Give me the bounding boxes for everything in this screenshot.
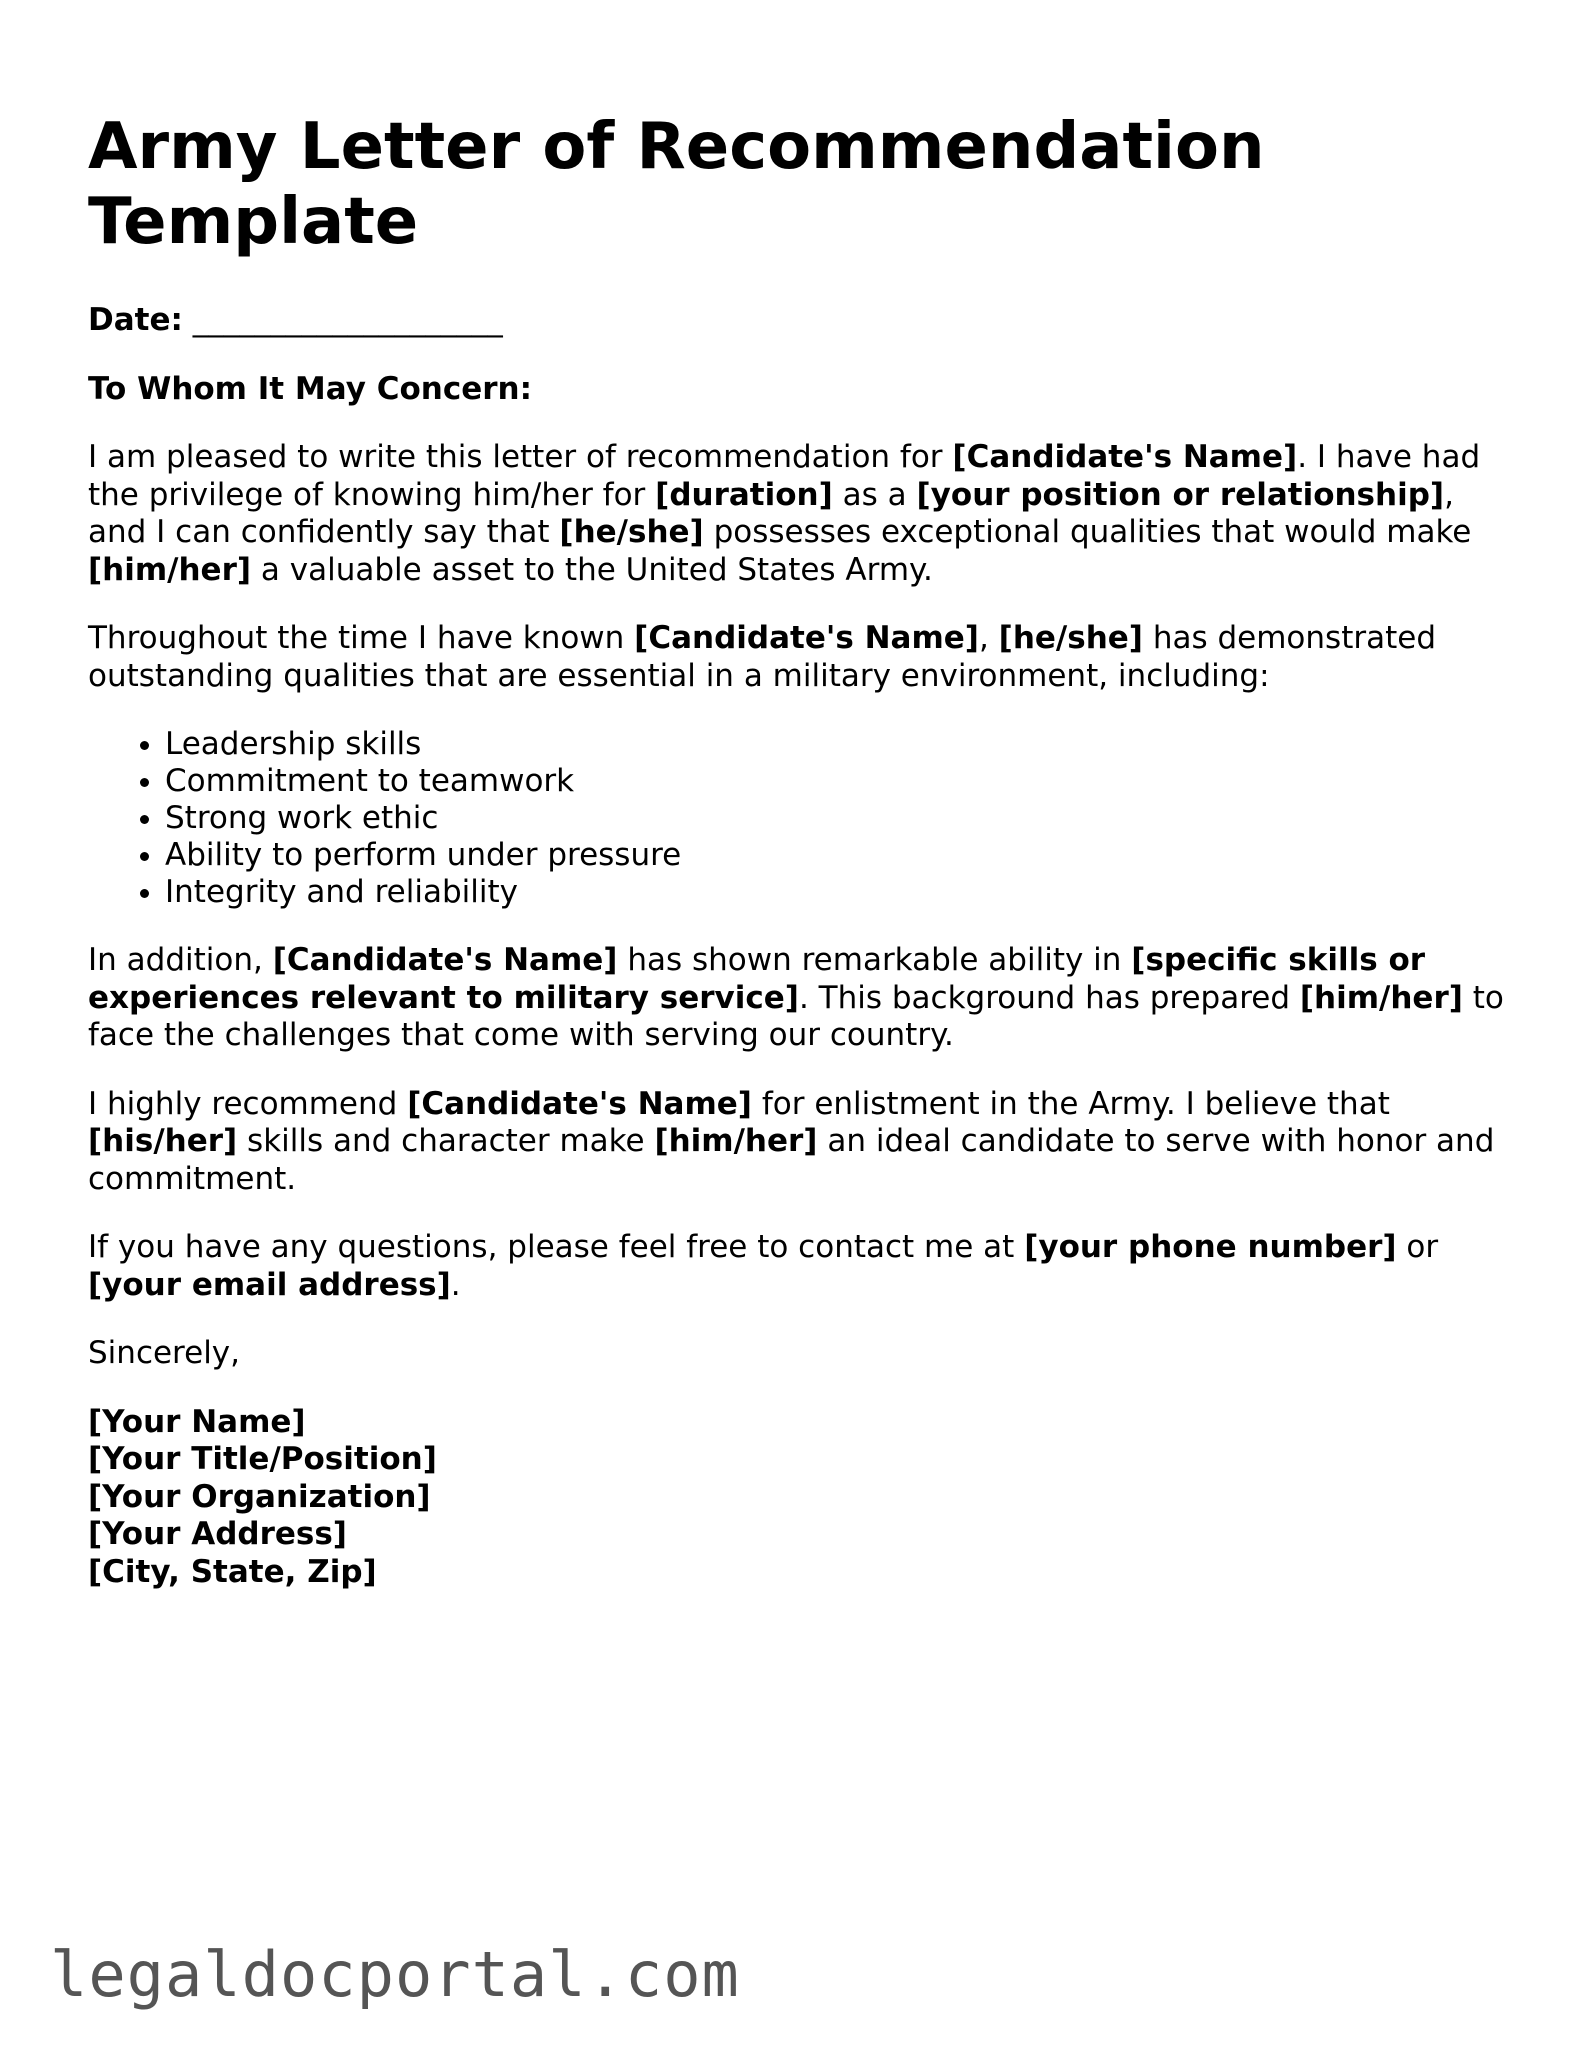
signature-block	[88, 1404, 1518, 1592]
list-item: • Ability to perform under pressure	[165, 837, 1518, 874]
salutation: To Whom It May Concern:	[88, 370, 533, 407]
signature-city: [City, State, Zip]	[88, 1553, 377, 1590]
list-item: • Commitment to teamwork	[165, 763, 1518, 800]
paragraph-intro: I am pleased to write this letter of recommendation for [Candidate's Name]. I have had the privilege of knowing him/her for [duration] as a [your position or relationship], and I can confidently say that [he/she] possesses exceptional qualities that would make [him/her] a valuable asset to the United States Army.	[88, 439, 1481, 588]
signature-address: [Your Address]	[88, 1516, 347, 1552]
list-item: • Integrity and reliability	[165, 874, 1518, 911]
list-item: • Strong work ethic	[165, 800, 1518, 837]
letter-page	[88, 110, 1518, 1591]
site-watermark: legaldocportal.com	[50, 1938, 740, 2011]
paragraph-qualities: Throughout the time I have known [Candidate's Name], [he/she] has demonstrated outstanding qualities that are essential in a military environment, including:	[88, 620, 1437, 694]
date-line	[88, 302, 1518, 340]
qualities-list	[88, 726, 1518, 911]
signature-title: [Your Title/Position]	[88, 1441, 437, 1477]
paragraph-skills: In addition, [Candidate's Name] has shown remarkable ability in [specific skills or experiences relevant to military service]. This background has prepared [him/her] to face the challenges that come with serving our country.	[88, 942, 1504, 1053]
signature-organization: [Your Organization]	[88, 1478, 431, 1515]
document-title: Army Letter of Recommendation Template	[88, 110, 1265, 259]
date-blank: ____________________	[192, 302, 503, 338]
list-item: • Leadership skills	[165, 726, 1518, 763]
paragraph-recommendation: I highly recommend [Candidate's Name] for enlistment in the Army. I believe that [his/her] skills and character make [him/her] an ideal candidate to serve with honor and commitment.	[88, 1085, 1495, 1197]
closing: Sincerely,	[88, 1335, 241, 1371]
paragraph-contact: If you have any questions, please feel free to contact me at [your phone number] or [your email address].	[88, 1229, 1439, 1303]
date-label: Date:	[88, 302, 183, 338]
signature-name: [Your Name]	[88, 1403, 306, 1440]
